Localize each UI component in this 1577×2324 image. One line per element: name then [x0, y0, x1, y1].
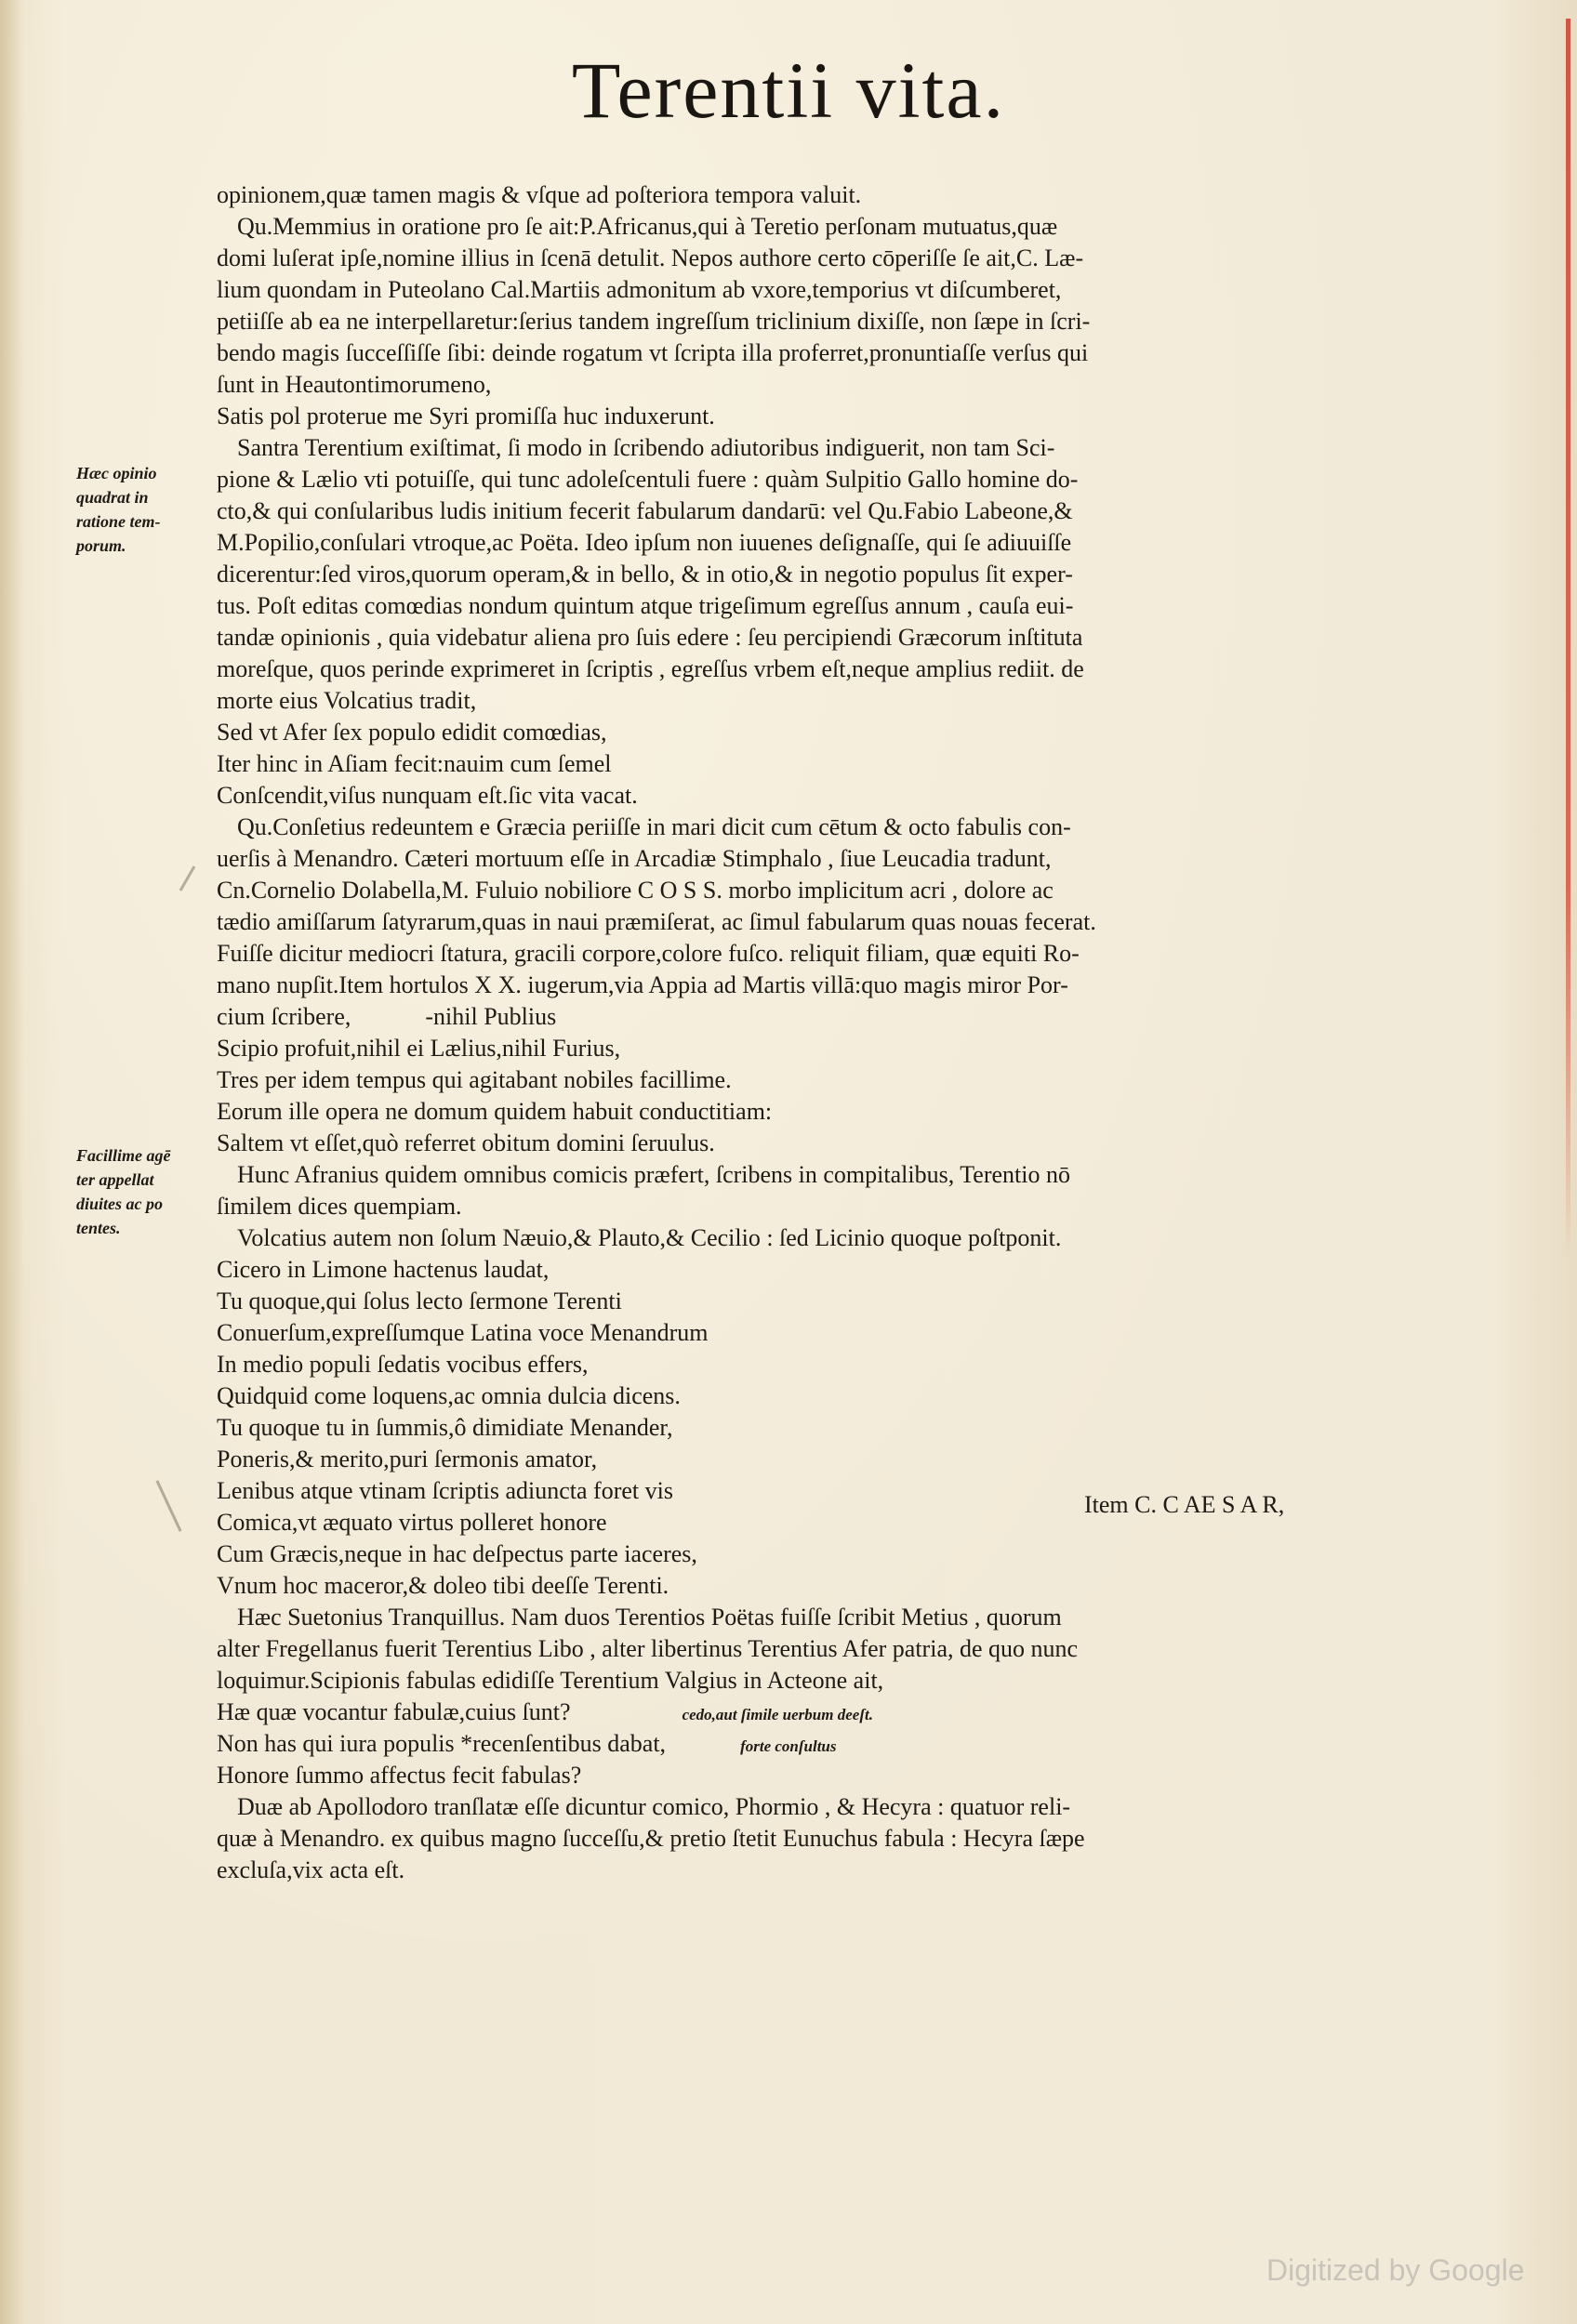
text-line: Hæc Suetonius Tranquillus. Nam duos Terentios Poëtas fuiſſe ſcribit Metius , quorum	[237, 1604, 1062, 1631]
text-line: Volcatius autem non ſolum Næuio,& Plauto,& Cecilio : ſed Licinio quoque poſtponit.	[237, 1224, 1062, 1251]
margin-note-line: tentes.	[76, 1219, 121, 1237]
red-edge-mark	[1566, 19, 1570, 1255]
inline-note-forte: forte conſultus	[740, 1737, 837, 1755]
page-gutter-shadow	[0, 0, 24, 2324]
text-span: Hæ quæ vocantur fabulæ,cuius ſunt?	[217, 1698, 571, 1725]
ink-stroke	[179, 865, 196, 891]
verse-line: Honore ſummo affectus fecit fabulas?	[217, 1762, 582, 1789]
text-line: domi luſerat ipſe,nomine illius in ſcenā detulit. Nepos authore certo cōperiſſe ſe ait,C. Læ-	[217, 244, 1084, 271]
text-line	[217, 1001, 1332, 1033]
text-line: dicerentur:ſed viros,quorum operam,& in bello, & in otio,& in negotio populus ſit exper-	[217, 561, 1073, 588]
margin-note-line: porum.	[76, 536, 126, 555]
text-line: ſunt in Heautontimorumeno,	[217, 371, 492, 398]
text-line: tandæ opinionis , quia videbatur aliena pro ſuis edere : ſeu percipiendi Græcorum inſtituta	[217, 624, 1083, 651]
verse-line: Satis pol proterue me Syri promiſſa huc induxerunt.	[217, 403, 715, 429]
text-line: bendo magis ſucceſſiſſe ſibi: deinde rogatum vt ſcripta illa proferret,pronuntiaſſe verſus qui	[217, 339, 1089, 366]
text-span: cium ſcribere,	[217, 1003, 351, 1030]
verse-line: Eorum ille opera ne domum quidem habuit conductitiam:	[217, 1098, 773, 1125]
verse-line	[217, 1728, 1332, 1760]
text-line: pione & Lælio vti potuiſſe, qui tunc adoleſcentuli fuere : quàm Sulpitio Gallo homine do-	[217, 466, 1079, 493]
text-line: Santra Terentium exiſtimat, ſi modo in ſcribendo adiutoribus indiguerit, non tam Sci-	[237, 434, 1055, 461]
verse-line: Iter hinc in Aſiam fecit:nauim cum ſemel	[217, 750, 612, 777]
verse-line: Tres per idem tempus qui agitabant nobiles facillime.	[217, 1066, 732, 1093]
verse-line: Lenibus atque vtinam ſcriptis adiuncta foret vis	[217, 1477, 673, 1504]
text-line: excluſa,vix acta eſt.	[217, 1856, 405, 1883]
text-line: loquimur.Scipionis fabulas edidiſſe Terentium Valgius in Acteone ait,	[217, 1667, 884, 1694]
verse-line: Cum Græcis,neque in hac deſpectus parte iaceres,	[217, 1540, 697, 1567]
verse-line: Scipio profuit,nihil ei Lælius,nihil Furius,	[217, 1035, 621, 1062]
text-line: morte eius Volcatius tradit,	[217, 687, 477, 714]
text-line: opinionem,quæ tamen magis & vſque ad poſteriora tempora valuit.	[217, 181, 862, 208]
text-line: M.Popilio,conſulari vtroque,ac Poëta. Ideo ipſum non iuuenes deſignaſſe, qui ſe adiuuiſſe	[217, 529, 1072, 556]
margin-note-line: ratione tem-	[76, 512, 161, 531]
text-line: Duæ ab Apollodoro tranſlatæ eſſe dicuntur comico, Phormio , & Hecyra : quatuor reli-	[237, 1793, 1071, 1820]
text-line: Qu.Memmius in oratione pro ſe ait:P.Africanus,qui à Teretio perſonam mutuatus,quæ	[237, 213, 1058, 240]
verse-line: Quidquid come loquens,ac omnia dulcia dicens.	[217, 1382, 681, 1409]
margin-note-line: diuites ac po	[76, 1195, 163, 1213]
verse-line	[217, 1697, 1332, 1728]
verse-line: Vnum hoc maceror,& doleo tibi deeſſe Terenti.	[217, 1572, 669, 1599]
text-line: quæ à Menandro. ex quibus magno ſucceſſu,& pretio ſtetit Eunuchus fabula : Hecyra ſæpe	[217, 1825, 1085, 1852]
verse-line: Poneris,& merito,puri ſermonis amator,	[217, 1446, 598, 1472]
text-line: tus. Poſt editas comœdias nondum quintum atque trigeſimum egreſſus annum , cauſa eui-	[217, 592, 1074, 619]
text-line: mano nupſit.Item hortulos X X. iugerum,via Appia ad Martis villā:quo magis miror Por-	[217, 971, 1068, 998]
margin-note-line: ter appellat	[76, 1170, 154, 1189]
text-line: Fuiſſe dicitur mediocri ſtatura, gracili corpore,colore fuſco. reliquit filiam, quæ equiti Ro-	[217, 940, 1080, 967]
text-line: Hunc Afranius quidem omnibus comicis præfert, ſcribens in compitalibus, Terentio nō	[237, 1161, 1070, 1188]
verse-line: Saltem vt eſſet,quò referret obitum domini ſeruulus.	[217, 1129, 715, 1156]
text-span: Non has qui iura populis *recenſentibus dabat,	[217, 1730, 667, 1757]
ink-stroke	[155, 1480, 181, 1532]
verse-line: Tu quoque,qui ſolus lecto ſermone Terenti	[217, 1287, 622, 1314]
text-line: petiiſſe ab ea ne interpellaretur:ſerius tandem ingreſſum triclinium dixiſſe, non ſæpe in ſcri-	[217, 308, 1091, 335]
text-line: Cn.Cornelio Dolabella,M. Fuluio nobiliore C O S S. morbo implicitum acri , dolore ac	[217, 877, 1054, 904]
body-text	[217, 179, 1332, 1886]
text-line: Cicero in Limone hactenus laudat,	[217, 1256, 550, 1283]
margin-note-line: Facillime agē	[76, 1146, 171, 1165]
caesar-note: Item C. C AE S A R,	[1084, 1491, 1285, 1518]
verse-line: Sed vt Afer ſex populo edidit comœdias,	[217, 719, 607, 746]
digitized-watermark: Digitized by Google	[1266, 2253, 1525, 2287]
margin-note-line: Hæc opinio	[76, 464, 157, 482]
verse-line: Conuerſum,expreſſumque Latina voce Menandrum	[217, 1319, 709, 1346]
verse-line: Comica,vt æquato virtus polleret honore	[217, 1509, 607, 1536]
text-line: ſimilem dices quempiam.	[217, 1193, 462, 1220]
verse-line: In medio populi ſedatis vocibus effers,	[217, 1351, 589, 1378]
margin-note-facillime	[76, 1143, 206, 1240]
margin-note-line: quadrat in	[76, 488, 149, 507]
text-line: moreſque, quos perinde exprimeret in ſcriptis , egreſſus vrbem eſt,neque amplius rediit. de	[217, 655, 1084, 682]
verse-line: Tu quoque tu in ſummis,ô dimidiate Menander,	[217, 1414, 673, 1441]
verse-line: Conſcendit,viſus nunquam eſt.ſic vita vacat.	[217, 782, 638, 809]
text-line: lium quondam in Puteolano Cal.Martiis admonitum ab vxore,temporius vt diſcumberet,	[217, 276, 1062, 303]
text-line: tædio amiſſarum ſatyrarum,quas in naui præmiſerat, ac ſimul fabularum quas nouas fecerat.	[217, 908, 1096, 935]
text-line: Qu.Conſetius redeuntem e Græcia periiſſe in mari dicit cum cētum & octo fabulis con-	[237, 813, 1071, 840]
text-line: cto,& qui conſularibus ludis initium fecerit fabularum dandarū: vel Qu.Fabio Labeone,&	[217, 497, 1073, 524]
inline-note-cedo: cedo,aut ſimile uerbum deeſt.	[682, 1706, 873, 1723]
margin-note-opinio	[76, 461, 206, 558]
text-line: uerſis à Menandro. Cæteri mortuum eſſe in Arcadiæ Stimphalo , ſiue Leucadia tradunt,	[217, 845, 1052, 872]
text-line: alter Fregellanus fuerit Terentius Libo , alter libertinus Terentius Afer patria, de quo nunc	[217, 1635, 1079, 1662]
text-span: -nihil Publius	[425, 1003, 557, 1030]
page-title: Terentii vita.	[571, 46, 1006, 135]
